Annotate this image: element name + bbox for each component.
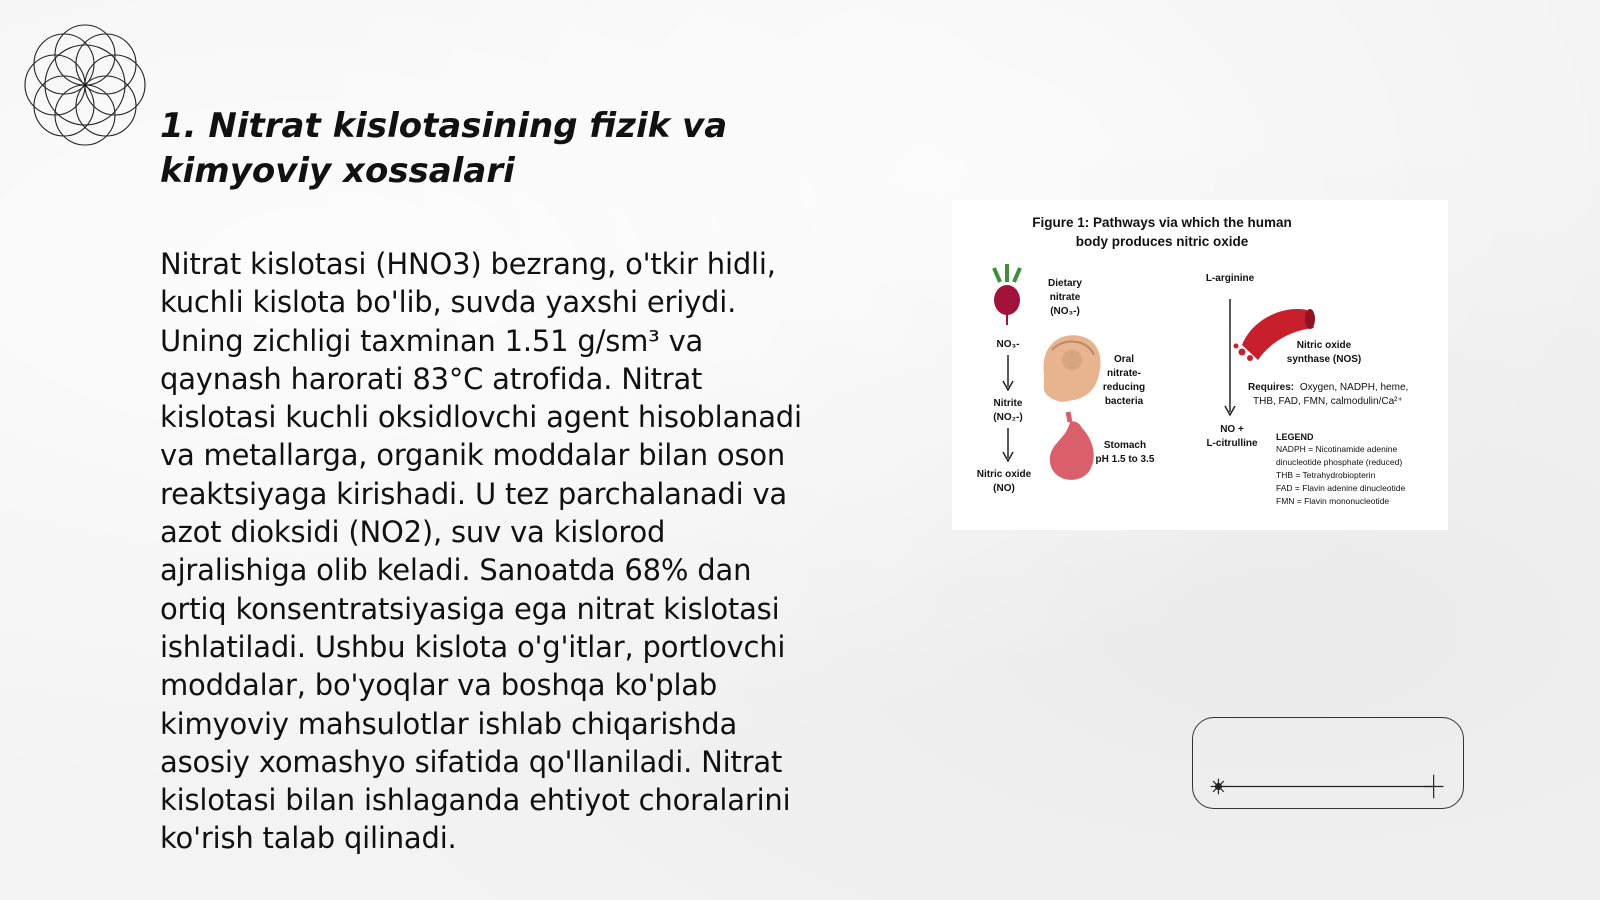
legend-line: FAD = Flavin adenine dinucleotide <box>1276 483 1406 493</box>
legend-line: THB = Tetrahydrobiopterin <box>1276 470 1376 480</box>
body-line: qaynash harorati 83°C atrofida. Nitrat <box>160 361 703 396</box>
nitric-oxide-pathways-figure <box>952 200 1448 530</box>
body-line: kislotasi bilan ishlaganda ehtiyot choralarini <box>160 783 791 818</box>
nos-label: Nitric oxide <box>1296 340 1352 351</box>
dietary-nitrate-label: (NO₃-) <box>1050 306 1080 317</box>
oral-bacteria-label: nitrate- <box>1107 368 1141 379</box>
timeline-line <box>1193 718 1463 808</box>
slide-body-text <box>160 245 840 858</box>
body-line: Uning zichligi taxminan 1.51 g/sm³ va <box>160 323 704 358</box>
body-line: moddalar, bo'yoqlar va boshqa ko'plab <box>160 668 718 703</box>
no-citrulline-label: L-citrulline <box>1206 438 1258 449</box>
oral-bacteria-label: reducing <box>1102 382 1146 393</box>
stomach-label: Stomach <box>1103 440 1147 451</box>
head-icon <box>1043 335 1100 402</box>
requires-label: Requires: <box>1248 382 1295 393</box>
figure-title-line-2: body produces nitric oxide <box>1075 234 1249 249</box>
l-arginine-label: L-arginine <box>1205 273 1255 284</box>
decorative-rings-icon <box>10 10 160 160</box>
body-line: kuchli kislota bo'lib, suvda yaxshi eriydi. <box>160 285 737 320</box>
figure-svg <box>952 200 1448 530</box>
oral-bacteria-label: Oral <box>1113 354 1135 365</box>
requires-text <box>1248 382 1408 393</box>
body-line: va metallarga, organik moddalar bilan oson <box>160 438 786 473</box>
body-line: ortiq konsentratsiyasiga ega nitrat kislotasi <box>160 591 780 626</box>
figure-title-line-1: Figure 1: Pathways via which the human <box>1032 215 1292 230</box>
beetroot-icon <box>994 264 1020 325</box>
body-line: kimyoviy mahsulotlar ishlab chiqarishda <box>160 706 738 741</box>
body-line: asosiy xomashyo sifatida qo'llaniladi. Nitrat <box>160 744 783 779</box>
nitrite-label: (NO₂-) <box>993 412 1023 423</box>
decorative-timeline-box <box>1192 717 1464 809</box>
nitric-oxide-label: Nitric oxide <box>976 469 1032 480</box>
body-line: kislotasi kuchli oksidlovchi agent hisoblanadi <box>160 400 802 435</box>
stomach-label: pH 1.5 to 3.5 <box>1095 454 1155 465</box>
oral-bacteria-label: bacteria <box>1104 396 1144 407</box>
dietary-nitrate-label: nitrate <box>1049 292 1081 303</box>
body-line: Nitrat kislotasi (HNO3) bezrang, o'tkir hidli, <box>160 247 776 281</box>
no-citrulline-label: NO + <box>1220 424 1244 435</box>
body-line: ko'rish talab qilinadi. <box>160 821 457 856</box>
no3-label: NO₃- <box>996 339 1020 350</box>
nitrite-label: Nitrite <box>993 398 1023 409</box>
body-line: ajralishiga olib keladi. Sanoatda 68% dan <box>160 553 752 588</box>
nos-label: synthase (NOS) <box>1286 354 1362 365</box>
sparkle-start-icon <box>1211 779 1227 795</box>
legend-line: dinucleotide phosphate (reduced) <box>1276 457 1403 467</box>
body-line: ishlatiladi. Ushbu kislota o'g'itlar, portlovchi <box>160 629 786 664</box>
requires-line-1: Oxygen, NADPH, heme, <box>1299 382 1409 393</box>
cross-end-icon <box>1424 775 1444 798</box>
body-line: azot dioksidi (NO2), suv va kislorod <box>160 515 666 550</box>
stomach-icon <box>1050 412 1094 480</box>
slide-title-line-2: kimyoviy xossalari <box>160 151 515 191</box>
legend-line: FMN = Flavin mononucleotide <box>1276 496 1390 506</box>
dietary-nitrate-label: Dietary <box>1048 278 1082 289</box>
legend-line: NADPH = Nicotinamide adenine <box>1276 444 1398 454</box>
slide-title-line-1: 1. Nitrat kislotasining fizik va <box>160 106 728 146</box>
slide-title <box>160 104 800 194</box>
nitric-oxide-label: (NO) <box>993 483 1015 494</box>
requires-line-2: THB, FAD, FMN, calmodulin/Ca²⁺ <box>1253 396 1403 407</box>
legend-title: LEGEND <box>1276 432 1314 442</box>
body-line: reaktsiyaga kirishadi. U tez parchalanadi va <box>160 476 788 511</box>
